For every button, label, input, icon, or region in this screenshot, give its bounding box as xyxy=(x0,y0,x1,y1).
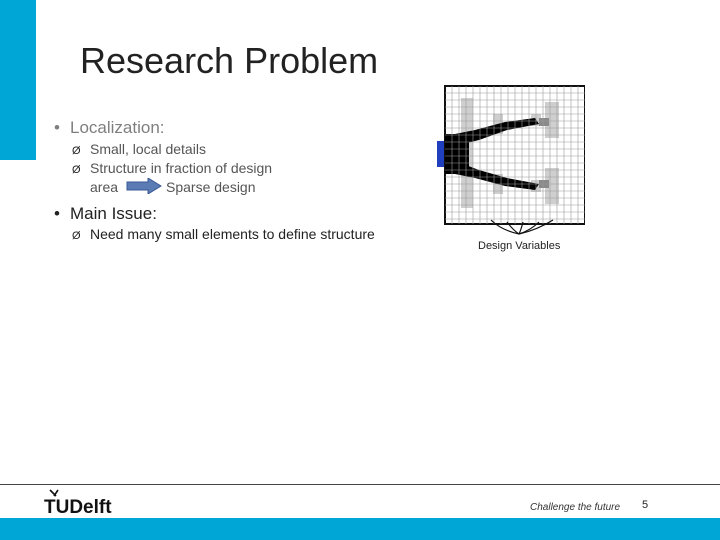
footer-tagline: Challenge the future xyxy=(530,502,621,513)
sub-bullet-many-elements xyxy=(72,226,375,242)
bullet-dot: • xyxy=(54,118,60,137)
figure-caption: Design Variables xyxy=(478,240,561,252)
bullet-dot: • xyxy=(54,204,60,223)
tudelft-logo xyxy=(44,486,124,516)
mesh-grid-lines xyxy=(445,86,585,224)
logo-text: TUDelft xyxy=(44,497,112,516)
sub-bullet-text: Small, local details xyxy=(90,141,206,157)
bullet-label: Main Issue: xyxy=(70,204,157,223)
bullet-label: Localization: xyxy=(70,118,165,137)
sub-bullet-structure-fraction xyxy=(72,160,272,176)
bullet-localization xyxy=(54,118,165,138)
sub-bullet-small-details xyxy=(72,141,206,157)
slide-title: Research Problem xyxy=(80,40,379,81)
accent-sidebar xyxy=(0,0,36,160)
sub-bullet-marker: Ø xyxy=(72,145,81,157)
page-number: 5 xyxy=(642,499,649,511)
continuation-area: area xyxy=(90,179,119,195)
right-arrow-icon xyxy=(126,178,162,194)
continuation-sparse-design: Sparse design xyxy=(166,179,256,195)
load-bar xyxy=(437,141,445,167)
sub-bullet-marker: Ø xyxy=(72,230,81,242)
footer-accent-bar xyxy=(0,518,720,540)
footer-divider xyxy=(0,484,720,485)
sub-bullet-text: Need many small elements to define structure xyxy=(90,226,375,242)
sub-bullet-marker: Ø xyxy=(72,164,81,176)
sub-bullet-text: Structure in fraction of design xyxy=(90,160,273,176)
bullet-main-issue xyxy=(54,204,157,224)
